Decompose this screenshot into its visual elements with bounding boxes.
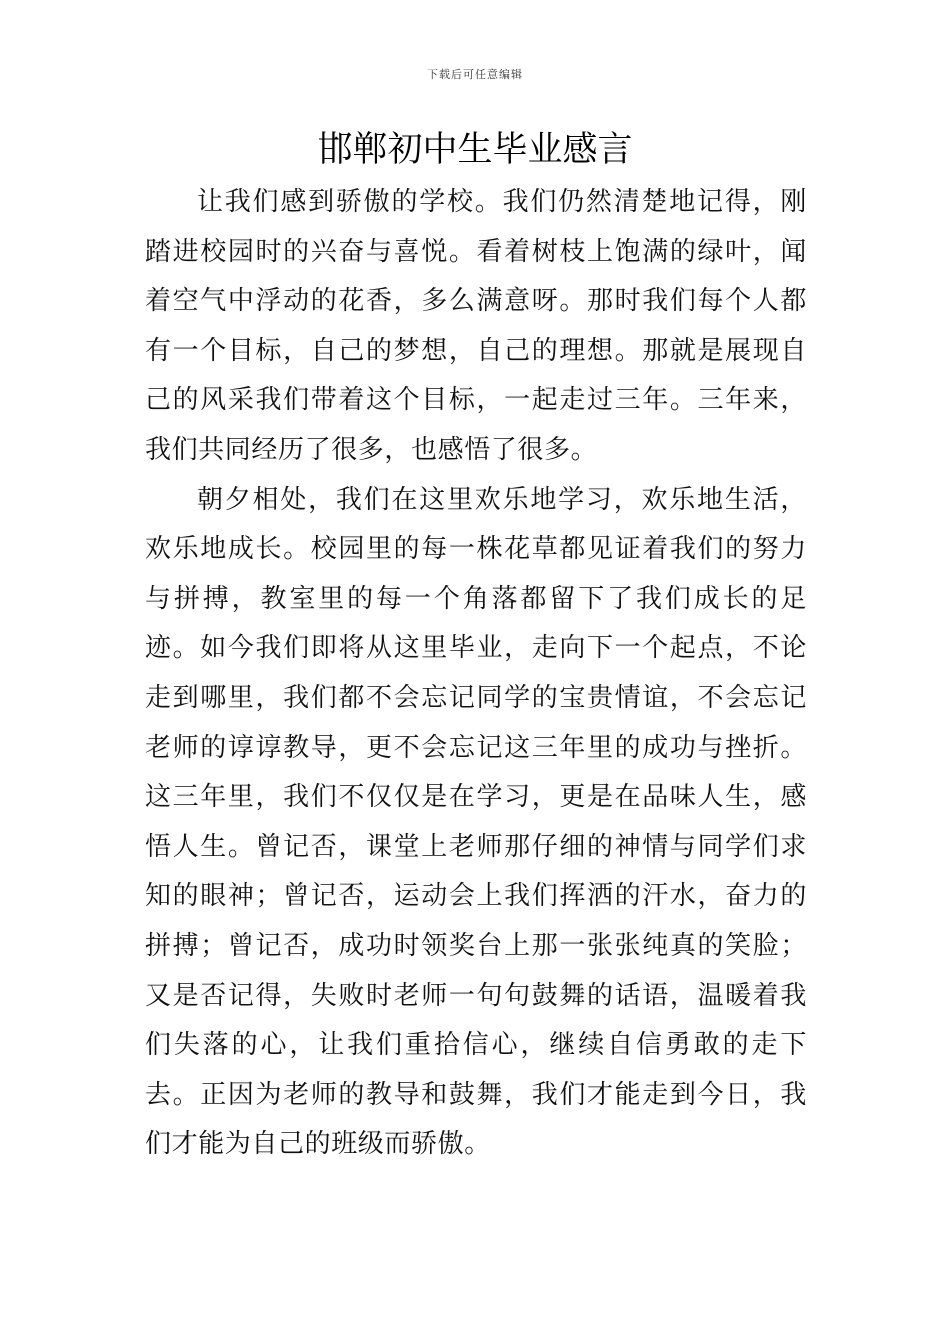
header-note: 下载后可任意编辑 (427, 68, 523, 81)
paragraph-2: 朝夕相处，我们在这里欢乐地学习，欢乐地生活，欢乐地成长。校园里的每一株花草都见证着我们的努力与拼搏，教室里的每一个角落都留下了我们成长的足迹。如今我们即将从这里毕业，走向下一个起点，不论走到哪里，我们都不会忘记同学的宝贵情谊，不会忘记老师的谆谆教导，更不会忘记这三年里的成功与挫折。这三年里，我们不仅仅是在学习，更是在品味人生，感悟人生。曾记否，课堂上老师那仔细的神情与同学们求知的眼神；曾记否，运动会上我们挥洒的汗水，奋力的拼搏；曾记否，成功时领奖台上那一张张纯真的笑脸；又是否记得，失败时老师一句句鼓舞的话语，温暖着我们失落的心，让我们重拾信心，继续自信勇敢的走下去。正因为老师的教导和鼓舞，我们才能走到今日，我们才能为自己的班级而骄傲。 (145, 484, 807, 1160)
paragraph-1: 让我们感到骄傲的学校。我们仍然清楚地记得，刚踏进校园时的兴奋与喜悦。看着树枝上饱满的绿叶，闻着空气中浮动的花香，多么满意呀。那时我们每个人都有一个目标，自己的梦想，自己的理想。那就是展现自己的风采我们带着这个目标，一起走过三年。三年来，我们共同经历了很多，也感悟了很多。 (145, 187, 807, 465)
document-title: 邯郸初中生毕业感言 (317, 130, 633, 170)
document-body (145, 178, 807, 1170)
